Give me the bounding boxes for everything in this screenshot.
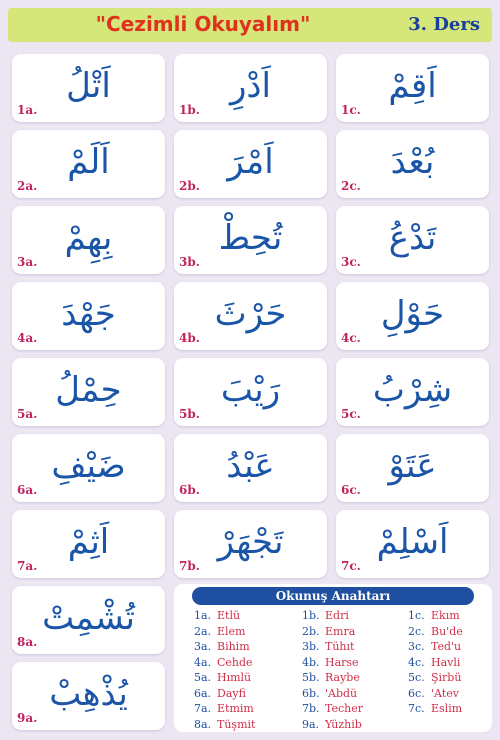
entry-reading: Hımlü — [217, 671, 252, 684]
card-label: 7c. — [341, 559, 361, 573]
entry-reading: Etlü — [217, 609, 241, 622]
card-label: 6b. — [179, 483, 200, 497]
card-label: 5b. — [179, 407, 200, 421]
entry-reading: Elem — [217, 624, 246, 638]
entry-number: 1a. — [194, 609, 212, 622]
reading-key-entry — [194, 656, 299, 672]
arabic-word: عَبْدُ — [226, 446, 275, 486]
word-card-9a — [12, 662, 165, 730]
card-label: 9a. — [17, 711, 38, 725]
entry-number: 6c. — [408, 686, 425, 700]
card-label: 1b. — [179, 103, 200, 117]
entry-reading: Tühıt — [325, 640, 355, 653]
reading-key-entry — [302, 702, 407, 718]
word-card-3b — [174, 206, 327, 274]
card-label: 2b. — [179, 179, 200, 193]
entry-number: 7b. — [302, 702, 320, 715]
entry-number: 7c. — [408, 702, 425, 715]
arabic-word: اَقِمْ — [388, 66, 437, 106]
reading-key-entry — [408, 656, 500, 672]
reading-key-entry — [194, 718, 299, 734]
word-card-4c — [336, 282, 489, 350]
entry-reading: Bihim — [217, 640, 250, 653]
entry-number: 2c. — [408, 624, 425, 638]
entry-number: 4b. — [302, 655, 320, 669]
entry-number: 5c. — [408, 671, 425, 684]
entry-number: 6a. — [194, 686, 212, 700]
arabic-word: بُعْدَ — [390, 142, 435, 182]
reading-key-entry — [194, 687, 299, 703]
word-card-5a — [12, 358, 165, 426]
entry-number: 4c. — [408, 655, 425, 669]
reading-key-entry — [194, 625, 299, 641]
word-card-2b — [174, 130, 327, 198]
word-card-6c — [336, 434, 489, 502]
reading-key-entry — [408, 687, 500, 703]
reading-key-entry — [408, 609, 500, 625]
entry-reading: Havli — [431, 655, 461, 669]
entry-reading: Emra — [325, 624, 356, 638]
word-card-5b — [174, 358, 327, 426]
entry-reading: Etmim — [217, 702, 254, 715]
card-label: 3c. — [341, 255, 361, 269]
entry-reading: Yüzhib — [325, 717, 362, 731]
arabic-word: اَتْلُ — [66, 66, 111, 106]
card-label: 6a. — [17, 483, 38, 497]
word-card-8a — [12, 586, 165, 654]
entry-reading: Ekım — [431, 609, 460, 622]
card-label: 5a. — [17, 407, 38, 421]
word-card-1c — [336, 54, 489, 122]
word-card-5c — [336, 358, 489, 426]
word-card-7a — [12, 510, 165, 578]
word-card-1b — [174, 54, 327, 122]
arabic-word: رَيْبَ — [220, 370, 281, 410]
entry-number: 3a. — [194, 640, 212, 653]
entry-reading: Harse — [325, 655, 359, 669]
arabic-word: جَهْدَ — [61, 294, 116, 334]
arabic-word: ضَيْفِ — [51, 446, 126, 486]
arabic-word: اَدْرِ — [229, 66, 271, 106]
reading-key-column — [302, 609, 407, 733]
reading-key-entry — [194, 702, 299, 718]
entry-number: 3b. — [302, 640, 320, 653]
entry-number: 3c. — [408, 640, 425, 653]
entry-reading: Techer — [325, 702, 364, 715]
card-label: 3a. — [17, 255, 38, 269]
reading-key-entry — [302, 609, 407, 625]
reading-key-column — [194, 609, 299, 733]
arabic-word: اَثِمْ — [67, 522, 110, 562]
entry-number: 5b. — [302, 671, 320, 684]
word-card-4a — [12, 282, 165, 350]
page-title: "Cezimli Okuyalım" — [95, 12, 311, 36]
reading-key-entry — [408, 625, 500, 641]
card-label: 4c. — [341, 331, 361, 345]
entry-reading: 'Abdü — [325, 686, 358, 700]
entry-number: 4a. — [194, 655, 212, 669]
entry-reading: Edri — [325, 609, 349, 622]
arabic-word: اَلَمْ — [67, 142, 110, 182]
entry-reading: Raybe — [325, 671, 360, 684]
arabic-word: شِرْبُ — [372, 370, 453, 410]
word-card-6a — [12, 434, 165, 502]
word-card-7c — [336, 510, 489, 578]
entry-number: 6b. — [302, 686, 320, 700]
reading-key-entry — [302, 656, 407, 672]
card-label: 7b. — [179, 559, 200, 573]
lesson-number: 3. Ders — [408, 14, 480, 35]
entry-number: 1c. — [408, 609, 425, 622]
card-label: 1a. — [17, 103, 38, 117]
arabic-word: تَدْعُ — [388, 218, 437, 258]
entry-reading: Tüşmit — [217, 717, 256, 731]
entry-number: 9a. — [302, 717, 320, 731]
arabic-word: حَرْثَ — [214, 294, 287, 334]
entry-number: 2a. — [194, 624, 212, 638]
reading-key-entry — [194, 671, 299, 687]
word-card-1a — [12, 54, 165, 122]
reading-key-column — [408, 609, 500, 718]
word-card-3c — [336, 206, 489, 274]
arabic-word: حَوْلِ — [380, 294, 445, 334]
entry-number: 2b. — [302, 624, 320, 638]
word-card-2c — [336, 130, 489, 198]
arabic-word: اَسْلِمْ — [376, 522, 449, 562]
card-label: 8a. — [17, 635, 38, 649]
arabic-word: عَتَوْ — [388, 446, 437, 486]
reading-key-entry — [302, 718, 407, 734]
arabic-word: تُحِطْ — [218, 218, 283, 258]
arabic-word: تَجْهَرْ — [217, 522, 284, 562]
entry-reading: Dayfi — [217, 686, 246, 700]
arabic-word: اَمْرَ — [227, 142, 274, 182]
reading-key-entry — [302, 625, 407, 641]
card-label: 4b. — [179, 331, 200, 345]
card-label: 6c. — [341, 483, 361, 497]
reading-key-entry — [302, 687, 407, 703]
reading-key-entry — [408, 671, 500, 687]
word-card-6b — [174, 434, 327, 502]
reading-key-title: Okunuş Anahtarı — [192, 587, 474, 605]
reading-key-entry — [302, 640, 407, 656]
word-card-7b — [174, 510, 327, 578]
header-bar — [8, 8, 492, 42]
card-label: 4a. — [17, 331, 38, 345]
card-label: 2c. — [341, 179, 361, 193]
arabic-word: يُذْهِبْ — [49, 674, 128, 714]
entry-reading: Ted'u — [431, 640, 462, 653]
arabic-word: حِمْلُ — [55, 370, 122, 410]
arabic-word: بِهِمْ — [64, 218, 113, 258]
entry-reading: Bu'de — [431, 624, 463, 638]
entry-number: 7a. — [194, 702, 212, 715]
reading-key-entry — [302, 671, 407, 687]
word-card-4b — [174, 282, 327, 350]
reading-key-entry — [408, 640, 500, 656]
entry-reading: 'Atev — [431, 686, 459, 700]
arabic-word: تُشْمِتْ — [42, 598, 135, 638]
reading-key-entry — [194, 609, 299, 625]
card-label: 5c. — [341, 407, 361, 421]
entry-reading: Cehde — [217, 655, 253, 669]
word-card-2a — [12, 130, 165, 198]
entry-number: 1b. — [302, 609, 320, 622]
entry-reading: Şirbü — [431, 671, 462, 684]
word-card-3a — [12, 206, 165, 274]
entry-number: 5a. — [194, 671, 212, 684]
card-label: 2a. — [17, 179, 38, 193]
entry-number: 8a. — [194, 717, 212, 731]
card-label: 1c. — [341, 103, 361, 117]
reading-key-entry — [194, 640, 299, 656]
reading-key-entry — [408, 702, 500, 718]
entry-reading: Eslim — [431, 702, 463, 715]
card-label: 7a. — [17, 559, 38, 573]
card-label: 3b. — [179, 255, 200, 269]
reading-key-panel — [174, 584, 492, 732]
